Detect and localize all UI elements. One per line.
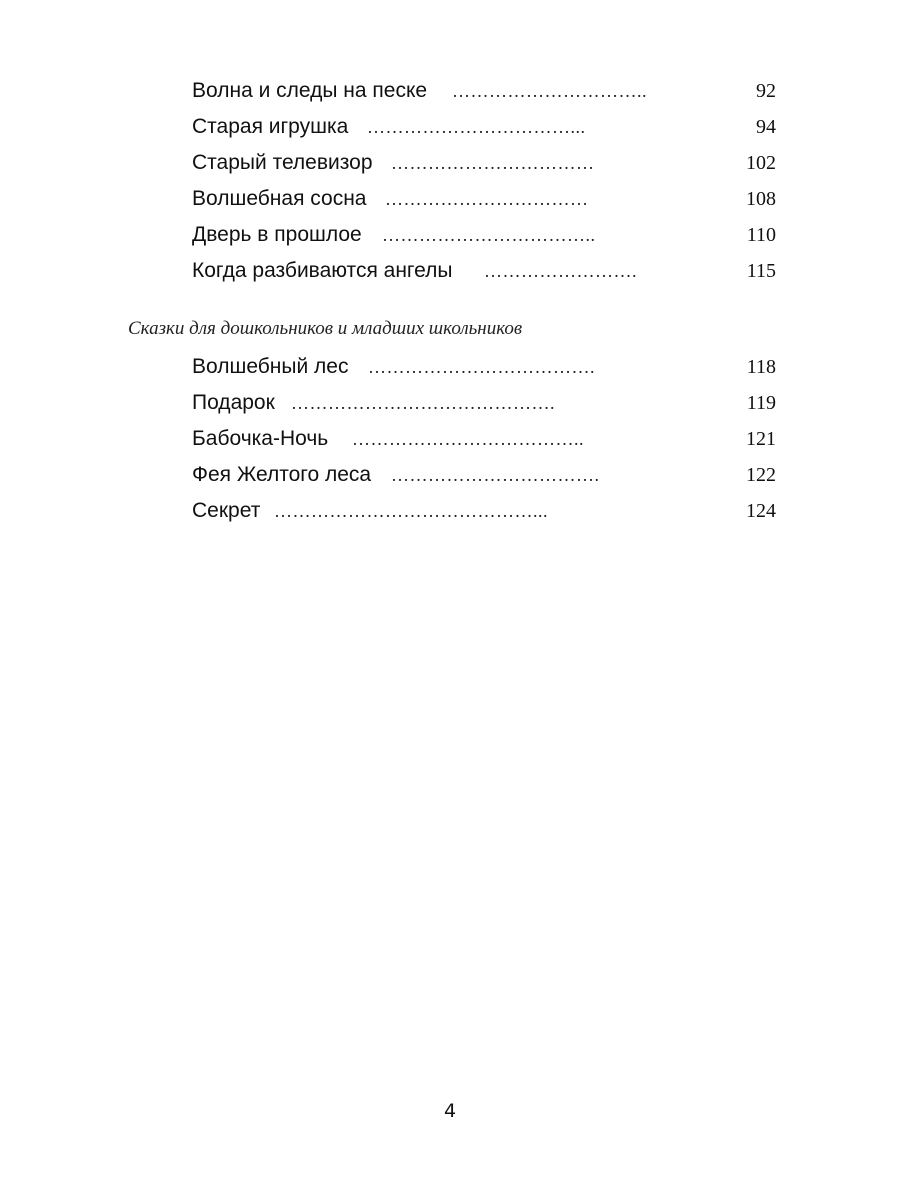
toc-entry-title: Волшебный лес	[192, 355, 349, 378]
toc-entry-page: 102	[746, 152, 776, 174]
toc-entry	[192, 457, 776, 493]
toc-entry-leader: ……………………………..	[382, 225, 596, 245]
toc-entry-page: 110	[746, 224, 776, 246]
toc-entry-leader: …………………………………….	[291, 393, 555, 413]
toc-entry-title: Волшебная сосна	[192, 187, 367, 210]
toc-entry-leader: ……………………………...	[367, 117, 586, 137]
toc-entry-page: 108	[746, 188, 776, 210]
toc-entry-title: Подарок	[192, 391, 275, 414]
toc-entry	[192, 109, 776, 145]
toc-entry	[192, 217, 776, 253]
toc-entry-title: Старая игрушка	[192, 115, 349, 138]
toc-entry	[192, 253, 776, 289]
toc-entry	[192, 145, 776, 181]
toc-entry-page: 119	[746, 392, 776, 414]
toc-entry-page: 92	[756, 80, 776, 102]
toc-entry-page: 115	[746, 260, 776, 282]
section-heading: Сказки для дошкольников и младших школьников	[128, 318, 523, 339]
toc-entry-leader: …………………….	[484, 261, 637, 281]
toc-entry-leader: ……………………………	[385, 189, 589, 209]
toc-entry-leader: ………………………………..	[352, 429, 584, 449]
toc-entry	[192, 181, 776, 217]
toc-entry-page: 122	[746, 464, 776, 486]
toc-entry-leader: ……………………………	[391, 153, 595, 173]
toc-entry-page: 121	[746, 428, 776, 450]
toc-entry-leader: ……………………………………...	[274, 501, 548, 521]
toc-entry	[192, 385, 776, 421]
toc-entry-title: Бабочка-Ночь	[192, 427, 329, 450]
toc-entry-leader: …………………………….	[391, 465, 600, 485]
toc-entry-page: 118	[746, 356, 776, 378]
toc-entry-title: Волна и следы на песке	[192, 79, 428, 102]
toc-entry-page: 94	[756, 116, 776, 138]
page-number: 4	[443, 1100, 457, 1122]
toc-entry	[192, 493, 776, 529]
toc-entry-title: Дверь в прошлое	[192, 223, 362, 246]
toc-entry-title: Старый телевизор	[192, 151, 373, 174]
toc-entry-title: Фея Желтого леса	[192, 463, 372, 486]
toc-entry	[192, 73, 776, 109]
toc-entry-leader: ……………………………….	[368, 357, 595, 377]
toc-entry-title: Секрет	[192, 499, 261, 522]
toc-entry	[192, 349, 776, 385]
toc-entry-leader: …………………………..	[452, 81, 647, 101]
toc-entry-page: 124	[746, 500, 776, 522]
toc-entry-title: Когда разбиваются ангелы	[192, 259, 453, 282]
toc-entry	[192, 421, 776, 457]
